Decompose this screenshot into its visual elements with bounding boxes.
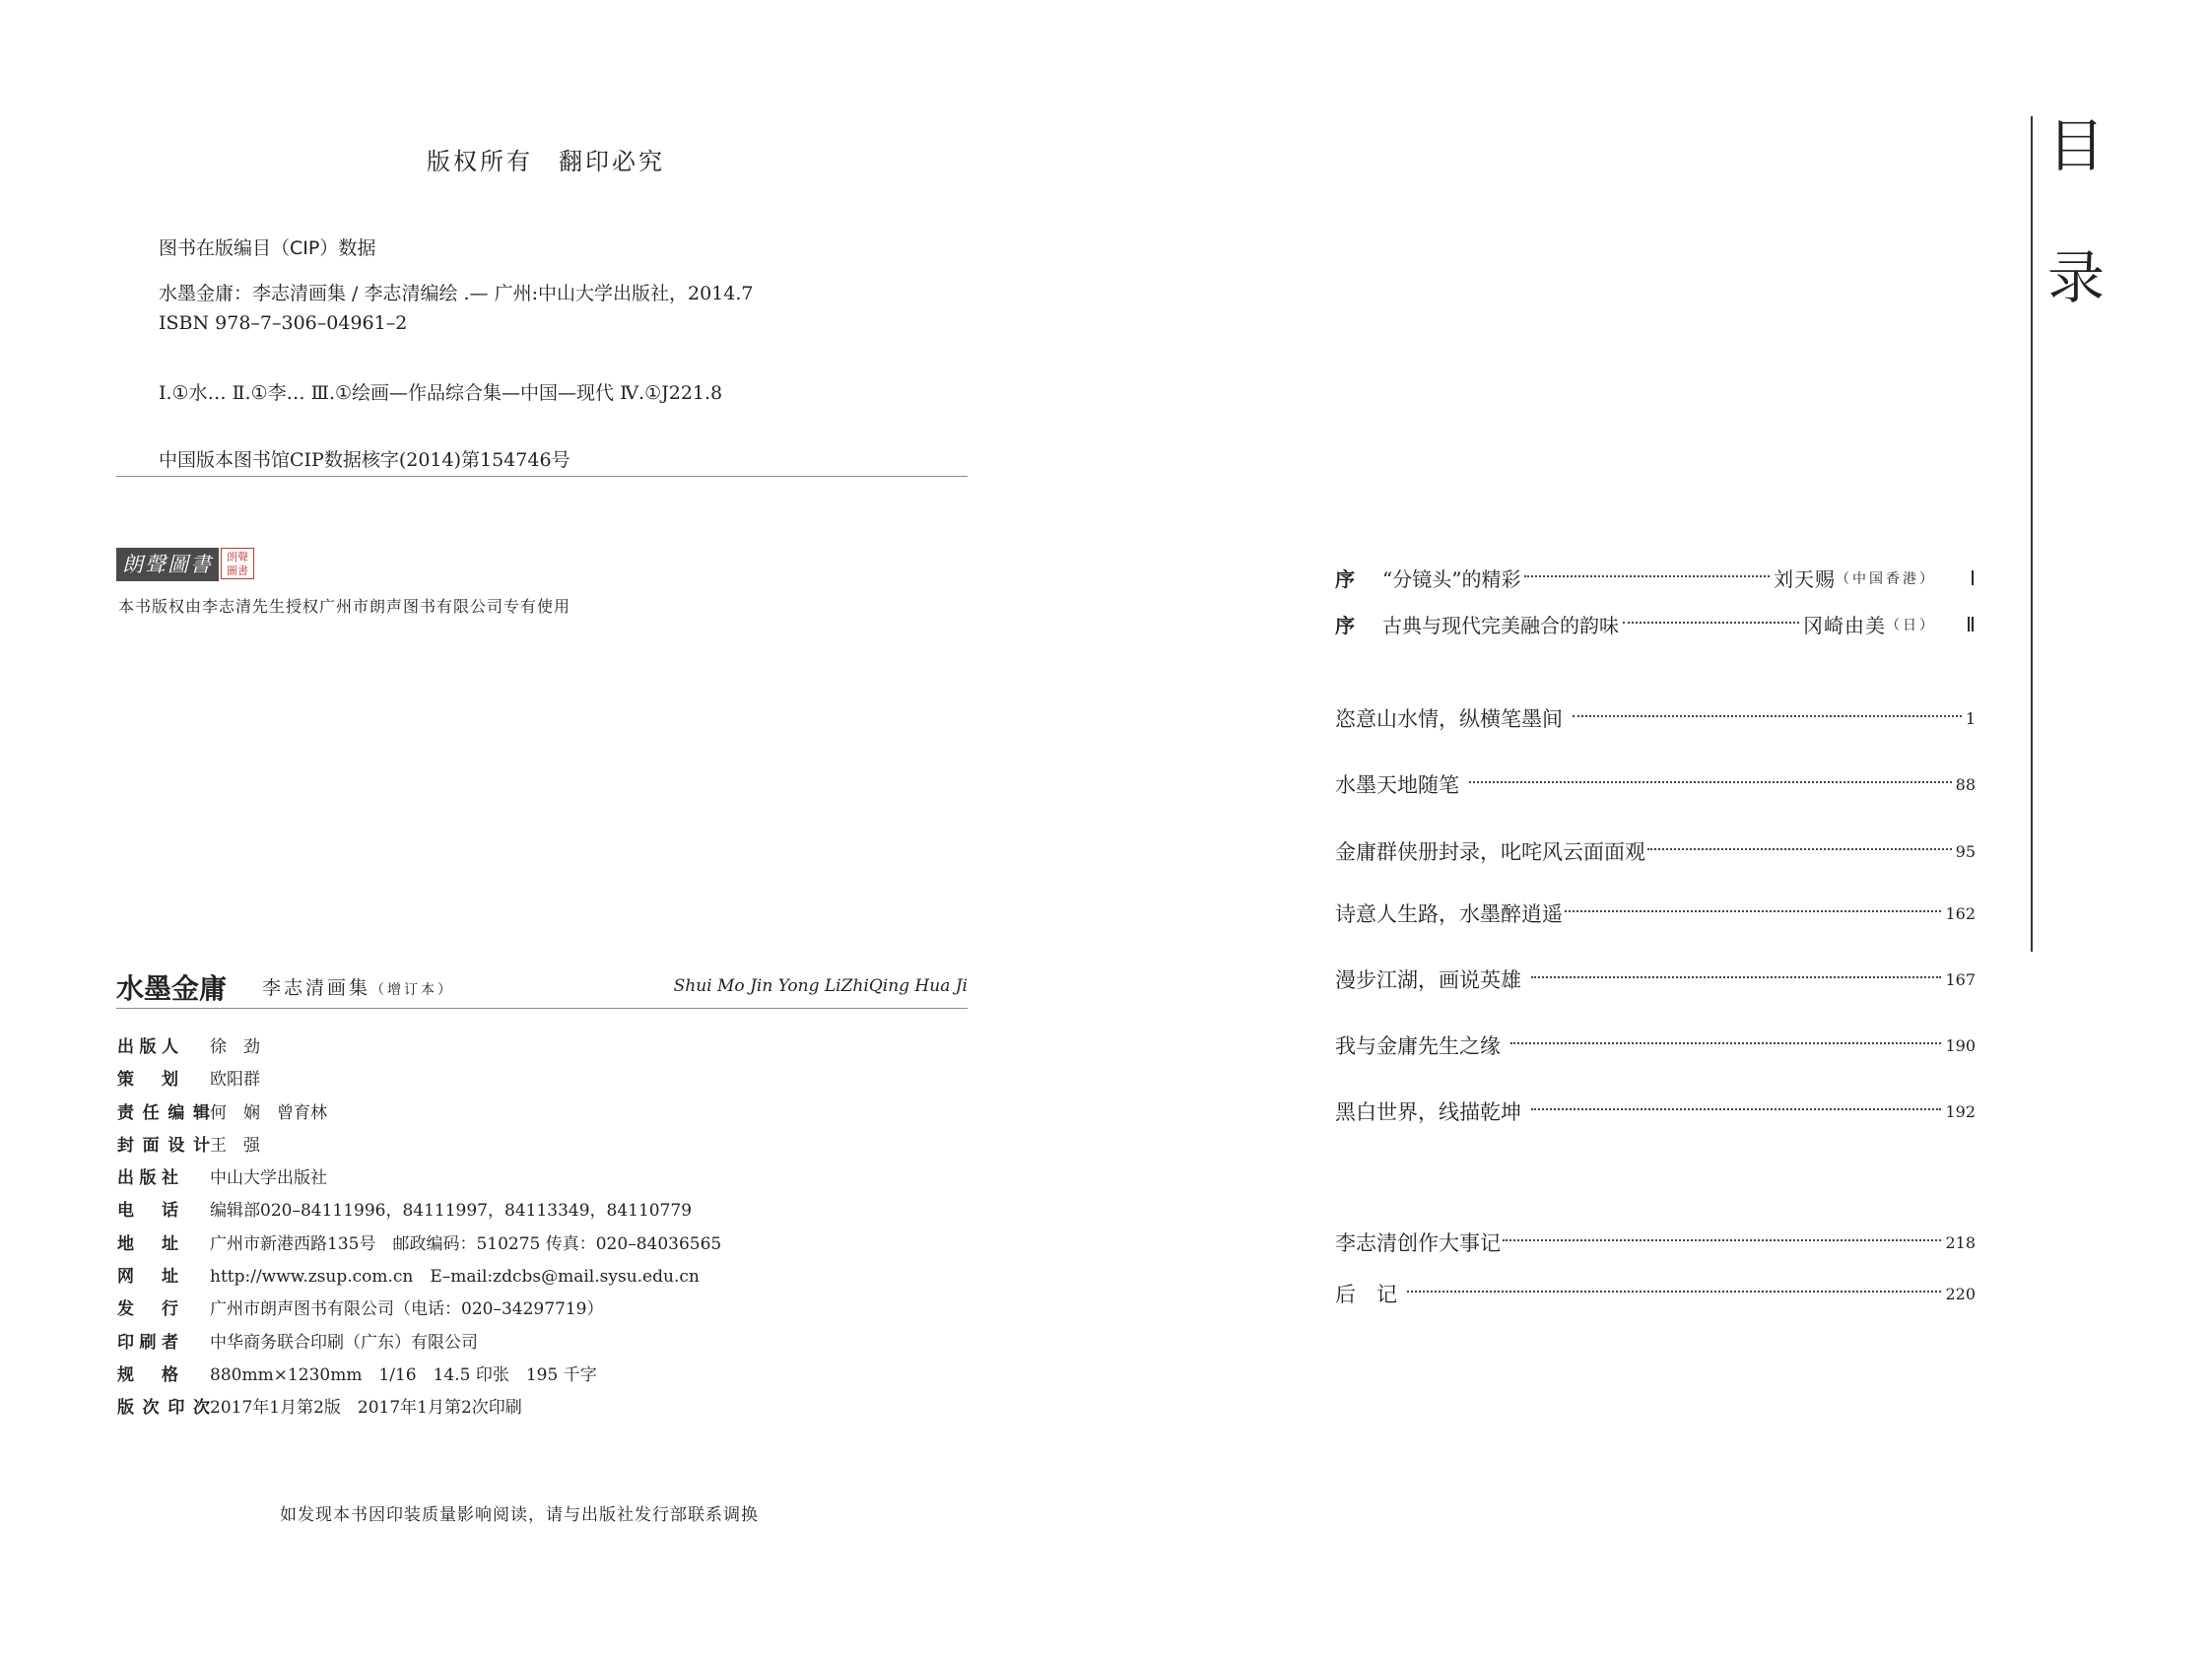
copyright-notice-left: 版权所有 xyxy=(427,148,533,175)
toc-vertical-rule xyxy=(2031,116,2033,952)
cip-isbn: ISBN 978–7–306–04961–2 xyxy=(159,312,408,334)
imprint-row xyxy=(117,1294,721,1327)
imprint-value: 编辑部020–84111996，84111997，84113349，84110779 xyxy=(210,1201,693,1222)
toc-preface-entry[interactable] xyxy=(1335,564,1976,592)
imprint-table xyxy=(117,1032,721,1427)
imprint-row xyxy=(117,1360,721,1393)
leader-dots xyxy=(1565,910,1941,912)
leader-dots xyxy=(1623,622,1799,624)
imprint-value: 中山大学出版社 xyxy=(210,1168,327,1189)
cip-verification: 中国版本图书馆CIP数据核字(2014)第154746号 xyxy=(159,449,570,471)
imprint-row xyxy=(117,1229,721,1262)
appendix-title: 李志清创作大事记 xyxy=(1335,1231,1501,1255)
publisher-logo xyxy=(116,548,256,581)
imprint-row xyxy=(117,1032,721,1065)
imprint-row xyxy=(117,1393,721,1426)
leader-dots xyxy=(1524,575,1770,577)
preface-author: 刘天赐 xyxy=(1774,567,1836,591)
chapter-page: 88 xyxy=(1955,774,1976,794)
copyright-notice-right: 翻印必究 xyxy=(559,148,665,175)
logo-seal: 朗聲圖書 xyxy=(221,548,254,579)
book-subtitle-text: 李志清画集 xyxy=(262,977,371,999)
leader-dots xyxy=(1531,1108,1941,1110)
leader-dots xyxy=(1469,781,1952,783)
preface-page: Ⅰ xyxy=(1970,565,1976,590)
preface-author-note: （中国香港） xyxy=(1836,570,1936,587)
cip-classification: Ⅰ.①水… Ⅱ.①李… Ⅲ.①绘画—作品综合集—中国—现代 Ⅳ.①J221.8 xyxy=(159,382,723,404)
book-pinyin-title: Shui Mo Jin Yong LiZhiQing Hua Ji xyxy=(673,976,968,996)
toc-appendix-entry[interactable] xyxy=(1335,1228,1976,1257)
imprint-row xyxy=(117,1163,721,1196)
chapter-page: 190 xyxy=(1945,1035,1976,1055)
quality-notice: 如发现本书因印装质量影响阅读，请与出版社发行部联系调换 xyxy=(280,1505,759,1525)
imprint-value: 中华商务联合印刷（广东）有限公司 xyxy=(210,1332,478,1353)
chapter-title: 金庸群侠册封录，叱咤风云面面观 xyxy=(1335,840,1645,864)
imprint-row xyxy=(117,1262,721,1294)
imprint-value: 欧阳群 xyxy=(210,1070,260,1091)
chapter-title: 黑白世界，线描乾坤 xyxy=(1335,1100,1521,1124)
imprint-label: 印 刷 者 xyxy=(117,1332,178,1353)
leader-dots xyxy=(1573,715,1962,717)
toc-chapter-entry[interactable] xyxy=(1335,898,1976,928)
book-subtitle xyxy=(262,973,454,1000)
toc-chapter-entry[interactable] xyxy=(1335,836,1976,866)
toc-preface-entry[interactable] xyxy=(1335,610,1976,638)
chapter-title: 水墨天地随笔 xyxy=(1335,773,1459,797)
imprint-row xyxy=(117,1131,721,1163)
imprint-row xyxy=(117,1098,721,1131)
license-statement: 本书版权由李志清先生授权广州市朗声图书有限公司专有使用 xyxy=(118,597,571,616)
imprint-value: 2017年1月第2版 2017年1月第2次印刷 xyxy=(210,1398,522,1419)
imprint-row xyxy=(117,1328,721,1360)
preface-title: 古典与现代完美融合的韵味 xyxy=(1382,614,1619,637)
preface-title: “分镜头”的精彩 xyxy=(1382,567,1521,591)
book-title: 水墨金庸 xyxy=(116,972,228,1005)
imprint-row xyxy=(117,1065,721,1097)
chapter-page: 192 xyxy=(1945,1101,1976,1121)
imprint-label: 出 版 社 xyxy=(117,1168,178,1189)
chapter-title: 恣意山水情，纵横笔墨间 xyxy=(1335,707,1563,731)
cip-title: 图书在版编目（CIP）数据 xyxy=(159,237,376,259)
cip-catalog-line: 水墨金庸：李志清画集 / 李志清编绘 .— 广州:中山大学出版社，2014.7 xyxy=(159,283,754,304)
imprint-label: 封 面 设 计 xyxy=(117,1135,210,1156)
cip-divider xyxy=(116,476,968,477)
imprint-divider xyxy=(116,1008,968,1009)
imprint-value: 广州市新港西路135号 邮政编码：510275 传真：020–84036565 xyxy=(210,1233,722,1254)
toc-appendix-entry[interactable] xyxy=(1335,1279,1976,1308)
appendix-title: 后 记 xyxy=(1335,1283,1397,1306)
leader-dots xyxy=(1407,1291,1941,1293)
preface-author-note: （日） xyxy=(1886,617,1936,633)
leader-dots xyxy=(1503,1239,1941,1241)
chapter-title: 我与金庸先生之缘 xyxy=(1335,1034,1501,1058)
preface-mark: 序 xyxy=(1335,567,1355,591)
chapter-title: 漫步江湖，画说英雄 xyxy=(1335,968,1521,992)
appendix-page: 218 xyxy=(1945,1232,1976,1252)
toc-chapter-entry[interactable] xyxy=(1335,964,1976,994)
imprint-label: 责 任 编 辑 xyxy=(117,1102,210,1123)
imprint-value: 徐 劲 xyxy=(210,1037,260,1057)
imprint-label: 版 次 印 次 xyxy=(117,1398,210,1419)
imprint-value: 880mm×1230mm 1/16 14.5 印张 195 千字 xyxy=(210,1364,597,1385)
preface-author: 冈崎由美 xyxy=(1803,614,1886,637)
imprint-label: 地 址 xyxy=(117,1233,178,1254)
imprint-label: 网 址 xyxy=(117,1267,178,1288)
imprint-value: 王 强 xyxy=(210,1135,260,1156)
toc-chapter-entry[interactable] xyxy=(1335,769,1976,799)
copyright-notice xyxy=(427,142,665,176)
imprint-value: 何 娴 曾育林 xyxy=(210,1102,327,1123)
leader-dots xyxy=(1531,976,1941,978)
chapter-page: 167 xyxy=(1945,969,1976,989)
toc-chapter-entry[interactable] xyxy=(1335,703,1976,733)
imprint-value: 广州市朗声图书有限公司（电话：020–34297719） xyxy=(210,1299,604,1320)
imprint-label: 发 行 xyxy=(117,1299,178,1320)
book-edition-note: （增订本） xyxy=(370,982,455,998)
chapter-title: 诗意人生路，水墨醉逍遥 xyxy=(1335,902,1563,926)
chapter-page: 95 xyxy=(1955,841,1976,861)
toc-heading-char-2: 录 xyxy=(2047,244,2106,311)
appendix-page: 220 xyxy=(1945,1284,1976,1303)
imprint-label: 策 划 xyxy=(117,1070,178,1091)
imprint-label: 规 格 xyxy=(117,1364,178,1385)
logo-text: 朗聲圖書 xyxy=(116,548,219,581)
toc-chapter-entry[interactable] xyxy=(1335,1030,1976,1060)
chapter-page: 162 xyxy=(1945,903,1976,923)
imprint-value: http://www.zsup.com.cn E–mail:zdcbs@mail.sysu.edu.cn xyxy=(210,1267,700,1288)
toc-chapter-entry[interactable] xyxy=(1335,1096,1976,1126)
imprint-label: 出 版 人 xyxy=(117,1037,178,1057)
preface-mark: 序 xyxy=(1335,614,1355,637)
imprint-label: 电 话 xyxy=(117,1201,178,1222)
toc-heading-char-1: 目 xyxy=(2047,112,2106,179)
preface-page: Ⅱ xyxy=(1966,612,1976,636)
chapter-page: 1 xyxy=(1965,708,1976,728)
imprint-row xyxy=(117,1196,721,1228)
leader-dots xyxy=(1647,848,1952,850)
leader-dots xyxy=(1510,1042,1941,1044)
